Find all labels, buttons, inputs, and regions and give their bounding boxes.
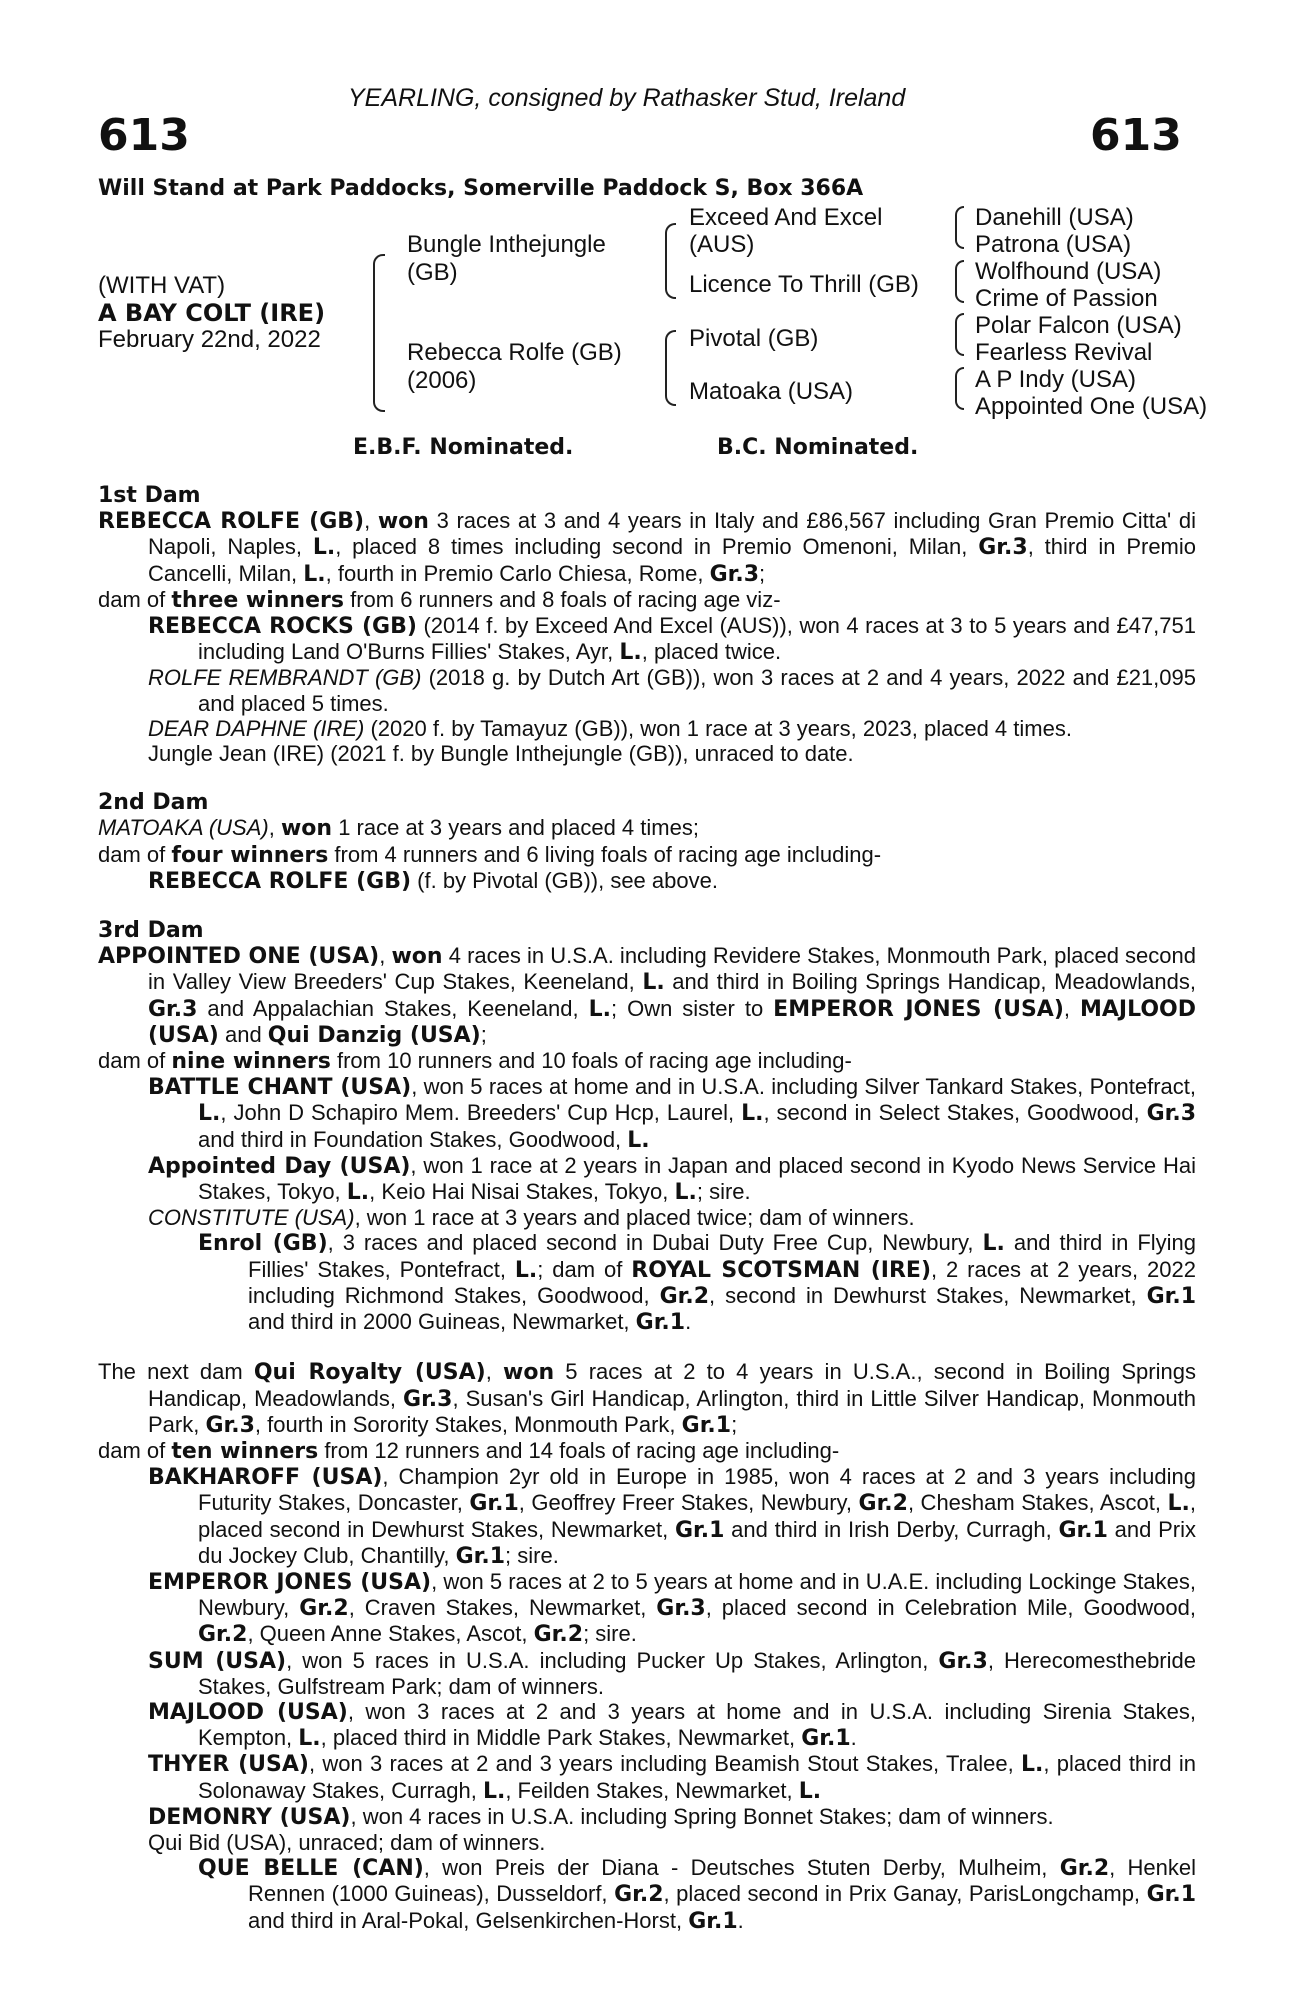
next-dam-produce-summary [98,1438,1196,1464]
text-run: , won Preis der Diana - Deutsches Stuten Derby, Mulheim, [423,1855,1060,1881]
brace-subject [373,254,385,412]
text-run: , placed 8 times including second in Premio Omenoni, Milan, [335,534,979,560]
text-run: three winners [171,587,344,613]
text-run: from 6 runners and 8 foals of racing age viz- [343,586,781,612]
consignment-line: YEARLING, consigned by Rathasker Stud, Ireland [348,84,906,112]
text-run: APPOINTED ONE (USA) [98,944,380,970]
text-run: . [737,1907,744,1933]
text-run: , placed twice. [641,639,782,665]
produce-jungle-jean [98,741,1196,766]
text-run: Gr.1 [801,1726,851,1752]
text-run: ROLFE REMBRANDT (GB) [148,665,422,691]
text-run: , won 5 races at 2 to 5 years at home and in U.A.E. including Lockinge Stakes, Newbury, [198,1568,1196,1621]
produce-battle-chant [98,1074,1196,1153]
text-run: The next dam [98,1359,254,1385]
text-run: Gr.3 [1146,1101,1197,1127]
produce-bakharoff [98,1464,1196,1569]
text-run: 1 race at 3 years and placed 4 times; [332,815,699,841]
text-run: , placed second in Celebration Mile, Goodwood, [705,1595,1196,1621]
text-run: from 4 runners and 6 living foals of racing age including- [328,841,882,867]
produce-majlood [98,1699,1196,1751]
text-run: Gr.3 [205,1412,255,1438]
third-dam-heading: 3rd Dam [98,918,204,944]
first-dam-produce-summary [98,587,1196,613]
text-run: and third in Foundation Stakes, Goodwood, [198,1126,628,1152]
text-run: , [364,508,378,534]
text-run: dam of [98,586,172,612]
text-run: ; Own sister to [611,995,774,1021]
text-run: L. [642,970,665,996]
brace-dd [955,367,964,410]
text-run: , won 3 races at 2 and 3 years including Beamish Stout Stakes, Tralee, [308,1751,1021,1777]
lot-number-left: 613 [98,110,190,161]
text-run: Gr.3 [709,561,760,587]
text-run: ; [759,560,766,586]
text-run: Gr.2 [858,1491,908,1517]
text-run: Gr.3 [403,1386,453,1412]
text-run: , Geoffrey Freer Stakes, Newbury, [518,1490,859,1516]
ancestor-sds: Wolfhound (USA) [975,258,1162,285]
text-run: , placed second in Prix Ganay, ParisLongchamp, [663,1881,1147,1907]
text-run: CONSTITUTE (USA) [148,1205,355,1231]
produce-sum [98,1648,1196,1699]
text-run: 5 races at 2 to 4 years in U.S.A., second in Boiling Springs Handicap, Meadowlands, [148,1359,1196,1411]
produce-appointed-day [98,1153,1196,1205]
vat-label: (WITH VAT) [98,272,226,299]
text-run: MAJLOOD (USA) [148,996,1196,1048]
brace-ss [955,206,964,249]
first-dam-heading: 1st Dam [98,483,201,508]
text-run: four winners [171,842,329,868]
text-run: REBECCA ROLFE (GB) [98,509,365,535]
ancestor-dsd: Fearless Revival [975,339,1153,366]
text-run: (2020 f. by Tamayuz (GB)), won 1 race at 3 years, 2023, placed 4 times. [364,715,1072,741]
text-run: , Susan's Girl Handicap, Arlington, third in Little Silver Handicap, Monmouth Park, [148,1385,1196,1437]
granddam-paternal: Licence To Thrill (GB) [689,271,919,298]
text-run: DEAR DAPHNE (IRE) [148,715,365,741]
text-run: and third in Aral-Pokal, Gelsenkirchen-Horst, [248,1907,689,1933]
text-run: L. [298,1726,321,1752]
grandsire-maternal: Pivotal (GB) [689,325,819,352]
text-run: L. [627,1127,650,1153]
ancestor-dds: A P Indy (USA) [975,366,1136,393]
text-run: Gr.1 [688,1908,738,1934]
text-run: , fourth in Sorority Stakes, Monmouth Park, [254,1411,682,1437]
text-run: , John D Schapiro Mem. Breeders' Cup Hcp, Laurel, [220,1100,742,1126]
text-run: and Appalachian Stakes, Keeneland, [197,995,589,1021]
text-run: , third in Premio Cancelli, Milan, [148,534,1196,586]
text-run: , won 3 races at 2 and 3 years at home and in U.S.A. including Sirenia Stakes, Kempton, [198,1698,1196,1751]
text-run: (2018 g. by Dutch Art (GB)), won 3 races at 2 and 4 years, 2022 and £21,095 and placed 5 times. [198,665,1196,716]
text-run: ten winners [171,1438,319,1464]
text-run: Gr.1 [455,1543,506,1569]
produce-rolfe-rembrandt [98,665,1196,715]
bc-nomination: B.C. Nominated. [717,435,919,460]
text-run: REBECCA ROLFE (GB) [148,868,412,894]
third-dam-record [98,943,1196,1048]
text-run: ; sire. [696,1179,751,1205]
text-run: , second in Select Stakes, Goodwood, [763,1100,1147,1126]
ebf-nomination: E.B.F. Nominated. [353,435,574,460]
text-run: Gr.1 [1058,1517,1108,1543]
foaling-date: February 22nd, 2022 [98,326,321,353]
text-run: L. [482,1778,506,1804]
text-run: , Queen Anne Stakes, Ascot, [247,1621,534,1647]
text-run: , won 4 races in U.S.A. including Spring Bonnet Stakes; dam of winners. [350,1803,1054,1829]
text-run: (2014 f. by Exceed And Excel (AUS)), won 4 races at 3 to 5 years and £47,751 including Land O'Burns Fillies' Stakes, Ayr, [198,613,1196,665]
text-run: DEMONRY (USA) [148,1804,351,1830]
text-run: Gr.3 [148,996,198,1022]
produce-thyer [98,1751,1196,1803]
text-run: L. [346,1180,370,1206]
text-run: Gr.1 [674,1517,725,1543]
brace-sd [955,260,964,303]
text-run: . [850,1725,857,1751]
text-run: won [503,1360,555,1386]
text-run: and third in Boiling Springs Handicap, Meadowlands, [664,969,1196,995]
text-run: , [1063,995,1080,1021]
text-run: L. [514,1257,538,1283]
text-run: Qui Bid (USA), unraced; dam of winners. [148,1829,546,1855]
text-run: Enrol (GB) [198,1231,328,1257]
text-run: SUM (USA) [148,1648,287,1674]
catalogue-body [98,483,1196,1934]
text-run: MATOAKA (USA) [98,815,269,841]
text-run: , won 1 race at 3 years and placed twice; dam of winners. [354,1205,915,1231]
text-run: , Keio Hai Nisai Stakes, Tokyo, [369,1179,675,1205]
text-run: Gr.2 [533,1622,584,1648]
sire-name: Bungle Inthejungle [407,231,606,258]
text-run: Qui Danzig (USA) [267,1022,481,1048]
ancestor-sdd: Crime of Passion [975,285,1158,312]
text-run: Gr.1 [681,1412,732,1438]
text-run: , placed third in Solonaway Stakes, Curragh, [198,1751,1197,1803]
brace-dam [665,330,676,406]
text-run: from 10 runners and 10 foals of racing age including- [330,1048,852,1074]
text-run: 3 races at 3 and 4 years in Italy and £86,567 including Gran Premio Citta' di Napoli, Naples, [148,508,1197,560]
text-run: , second in Dewhurst Stakes, Newmarket, [709,1282,1147,1308]
text-run: Gr.2 [659,1283,710,1309]
text-run: from 12 runners and 14 foals of racing age including- [318,1437,840,1463]
text-run: Gr.1 [1146,1283,1197,1309]
produce-demonry [98,1804,1196,1830]
text-run: dam of [98,1437,172,1463]
text-run: and third in Flying Fillies' Stakes, Pontefract, [248,1230,1196,1282]
text-run: EMPEROR JONES (USA) [148,1569,432,1595]
text-run: dam of [98,841,172,867]
text-run: , 3 races and placed second in Dubai Duty Free Cup, Newbury, [327,1230,983,1256]
text-run: Gr.2 [198,1622,248,1648]
text-run: ; [731,1411,738,1437]
text-run: , fourth in Premio Carlo Chiesa, Rome, [325,560,710,586]
text-run: Gr.3 [656,1596,706,1622]
text-run: . [685,1309,692,1335]
text-run: ; sire. [583,1621,637,1647]
text-run: (f. by Pivotal (GB)), see above. [411,867,718,893]
text-run: , Craven Stakes, Newmarket, [348,1595,657,1621]
ancestor-ddd: Appointed One (USA) [975,393,1208,420]
brace-ds [955,313,964,356]
text-run: won [280,816,333,842]
third-dam-produce-summary [98,1048,1196,1074]
dam-name: Rebecca Rolfe (GB) [407,339,622,366]
text-run: ; sire. [505,1542,559,1568]
produce-dear-daphne [98,716,1196,741]
text-run: Gr.2 [614,1882,664,1908]
text-run: EMPEROR JONES (USA) [773,996,1064,1022]
text-run: L. [798,1778,822,1804]
text-run: L. [198,1101,221,1127]
text-run: , placed third in Middle Park Stakes, Newmarket, [320,1725,802,1751]
second-dam-heading: 2nd Dam [98,790,209,816]
text-run: ; dam of [537,1256,632,1282]
second-dam-produce-summary [98,842,1196,868]
text-run: Appointed Day (USA) [148,1153,411,1179]
text-run: , [485,1359,503,1385]
lot-number-right: 613 [1090,110,1182,161]
text-run: L. [674,1180,697,1206]
text-run: , Feilden Stakes, Newmarket, [505,1777,799,1803]
text-run: QUE BELLE (CAN) [198,1856,424,1882]
text-run: , [379,943,392,969]
text-run: , won 5 races in U.S.A. including Pucker Up Stakes, Arlington, [286,1647,939,1673]
text-run: L. [982,1231,1005,1257]
text-run: , Chesham Stakes, Ascot, [907,1490,1168,1516]
text-run: ; [480,1021,487,1047]
granddam-maternal: Matoaka (USA) [689,378,854,405]
text-run: Gr.3 [938,1648,988,1674]
text-run: Gr.1 [469,1491,519,1517]
text-run: 4 races in U.S.A. including Revidere Stakes, Monmouth Park, placed second in Valley View Breeders' Cup Stakes, Keeneland, [148,943,1196,995]
produce-que-belle [98,1855,1196,1934]
text-run: and Prix du Jockey Club, Chantilly, [198,1516,1196,1568]
text-run: , placed second in Dewhurst Stakes, Newmarket, [198,1490,1196,1542]
first-dam-record [98,508,1196,587]
text-run: THYER (USA) [148,1752,309,1778]
second-dam-record [98,815,1196,841]
second-dam-produce-rebecca-rolfe [98,868,1196,894]
lot-title: A BAY COLT (IRE) [98,299,326,327]
text-run: and third in 2000 Guineas, Newmarket, [248,1309,636,1335]
produce-constitute [98,1205,1196,1230]
text-run: , Champion 2yr old in Europe in 1985, won 4 races at 2 and 3 years including Futurity Stakes, Doncaster, [198,1464,1196,1516]
text-run: , Henkel Rennen (1000 Guineas), Dusseldorf, [248,1855,1196,1907]
text-run: BAKHAROFF (USA) [148,1465,383,1491]
text-run: L. [1020,1752,1044,1778]
stand-location: Will Stand at Park Paddocks, Somerville Paddock S, Box 366A [98,176,864,201]
dam-foaled-year: (2006) [407,367,477,394]
text-run: , 2 races at 2 years, 2022 including Richmond Stakes, Goodwood, [248,1256,1196,1308]
produce-rebecca-rocks [98,613,1196,665]
ancestor-dss: Polar Falcon (USA) [975,312,1182,339]
text-run: and third in Irish Derby, Curragh, [724,1516,1059,1542]
produce-qui-bid [98,1830,1196,1855]
text-run: BATTLE CHANT (USA) [148,1075,412,1101]
text-run: L. [741,1101,764,1127]
text-run: Gr.2 [1059,1856,1110,1882]
text-run: ROYAL SCOTSMAN (IRE) [631,1257,932,1283]
text-run: Gr.2 [299,1596,349,1622]
text-run: , [268,815,281,841]
text-run: MAJLOOD (USA) [148,1699,348,1725]
grandsire-paternal: Exceed And Excel [689,204,883,231]
produce-emperor-jones [98,1569,1196,1648]
text-run: L. [1167,1491,1190,1517]
text-run: won [377,509,429,535]
text-run: , won 1 race at 2 years in Japan and placed second in Kyodo News Service Hai Stakes, Tokyo, [198,1152,1196,1205]
ancestor-sss: Danehill (USA) [975,204,1134,231]
text-run: dam of [98,1048,172,1074]
text-run: REBECCA ROCKS (GB) [148,614,417,640]
text-run: Qui Royalty (USA) [253,1360,486,1386]
text-run: L. [303,561,326,587]
text-run: L. [588,996,611,1022]
text-run: Gr.1 [635,1310,686,1336]
sire-name-country: (GB) [407,259,458,286]
text-run: nine winners [171,1049,331,1075]
text-run: won [391,944,443,970]
text-run: L. [312,535,336,561]
text-run: Gr.1 [1146,1882,1197,1908]
text-run: Jungle Jean (IRE) (2021 f. by Bungle Inthejungle (GB)), unraced to date. [148,741,854,767]
text-run: and [218,1021,268,1047]
text-run: , won 5 races at home and in U.S.A. including Silver Tankard Stakes, Pontefract, [411,1074,1196,1100]
text-run: , Herecomesthebride Stakes, Gulfstream Park; dam of winners. [198,1647,1196,1699]
ancestor-ssd: Patrona (USA) [975,231,1132,258]
next-dam-record [98,1359,1196,1438]
text-run: L. [619,640,642,666]
text-run: Gr.3 [978,535,1028,561]
brace-sire [665,223,676,299]
produce-enrol [98,1230,1196,1335]
grandsire-paternal-country: (AUS) [689,231,755,258]
